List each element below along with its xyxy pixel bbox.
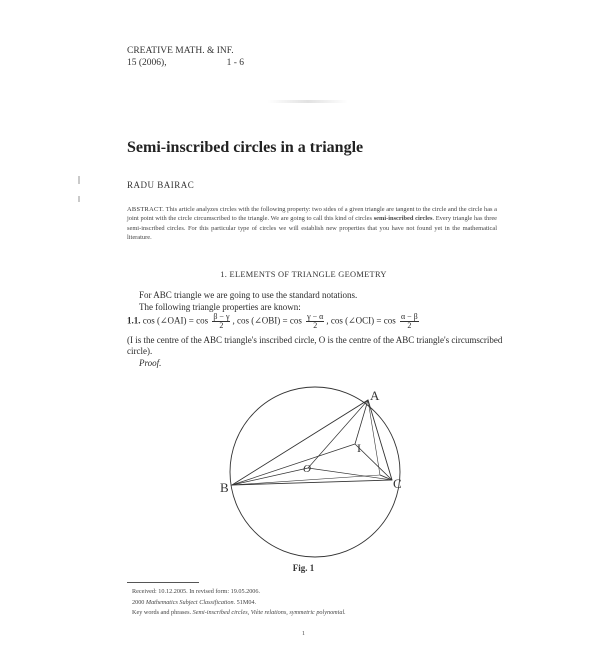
label-a: A — [370, 388, 380, 403]
circumcircle — [230, 387, 400, 557]
paper-title: Semi-inscribed circles in a triangle — [127, 139, 364, 156]
formula-label: 1.1. — [127, 315, 141, 326]
segment-bi — [232, 444, 355, 485]
formula-note: (I is the centre of the ABC triangle's inscribed circle, O is the centre of the ABC triangle's circumscribed circle). — [127, 335, 503, 356]
author-name: RADU BAIRAC — [127, 180, 195, 190]
fraction-3-den: 2 — [407, 321, 412, 330]
abstract-text-2: . Every triangle has three semi-inscribed circles. For this particular type of circles we will establish new properties that you have not found yet in the mathematical literature. — [127, 215, 498, 242]
abstract-text-1: This article analyzes circles with the following property: two sides of a given triangle are tangent to the circle and the circle has a joint point with the circle circumscribed to the triangle. We are going to call this kind of circles — [127, 206, 497, 223]
fraction-2 — [306, 313, 324, 330]
label-i: I — [357, 441, 361, 455]
msc-label: Mathematics Subject Classification. — [145, 599, 236, 606]
label-c: C — [393, 476, 402, 491]
keywords-list: Semi-inscribed circles, Viète relations, symmetric polynomial. — [192, 609, 346, 616]
abstract-heading: ABSTRACT. — [127, 206, 165, 213]
fraction-3-num: α − β — [400, 312, 418, 321]
fraction-2-num: γ − α — [307, 312, 324, 321]
figure-caption: Fig. 1 — [292, 563, 315, 573]
formula-term-2: , cos (∠OBI) = cos — [232, 315, 302, 326]
msc-code: 51M04. — [235, 599, 257, 606]
triangle-figure — [220, 380, 420, 560]
fraction-3 — [400, 313, 419, 330]
footnote-msc — [132, 599, 256, 607]
section-heading: 1. ELEMENTS OF TRIANGLE GEOMETRY — [220, 270, 387, 279]
abstract-emphasis: semi-inscribed circles — [373, 215, 433, 223]
journal-header — [127, 45, 244, 69]
volume-year: 15 (2006), — [127, 58, 167, 68]
fraction-1 — [212, 313, 230, 330]
page-range: 1 - 6 — [226, 58, 244, 68]
journal-name: CREATIVE MATH. & INF. — [127, 46, 234, 56]
scan-smudge — [268, 100, 348, 103]
fraction-2-den: 2 — [313, 321, 318, 330]
footnote-keywords — [132, 609, 346, 617]
msc-prefix: 2000 — [132, 599, 146, 606]
fraction-1-den: 2 — [219, 321, 224, 330]
proof-label: Proof. — [139, 358, 162, 368]
footnote-received: Received: 10.12.2005. In revised form: 19.05.2006. — [132, 588, 261, 595]
page-number: 1 — [301, 630, 306, 637]
segment-ao — [308, 400, 368, 468]
footnote-rule — [127, 582, 199, 583]
paragraph-notations: For ABC triangle we are going to use the standard notations. — [139, 290, 358, 300]
keywords-prefix: Key words and phrases. — [132, 609, 193, 616]
fraction-1-num: β − γ — [213, 312, 230, 321]
abstract — [127, 205, 497, 243]
formula-1-1 — [127, 313, 517, 330]
margin-mark — [78, 176, 80, 184]
volume-line — [127, 57, 244, 69]
formula-term-1: cos (∠OAI) = cos — [142, 315, 209, 326]
formula-term-3: , cos (∠OCI) = cos — [326, 315, 396, 326]
triangle-abc — [232, 400, 392, 485]
label-b: B — [220, 480, 229, 495]
paragraph-properties: The following triangle properties are known: — [139, 302, 301, 312]
margin-mark — [78, 196, 80, 202]
label-o: O — [303, 463, 311, 475]
